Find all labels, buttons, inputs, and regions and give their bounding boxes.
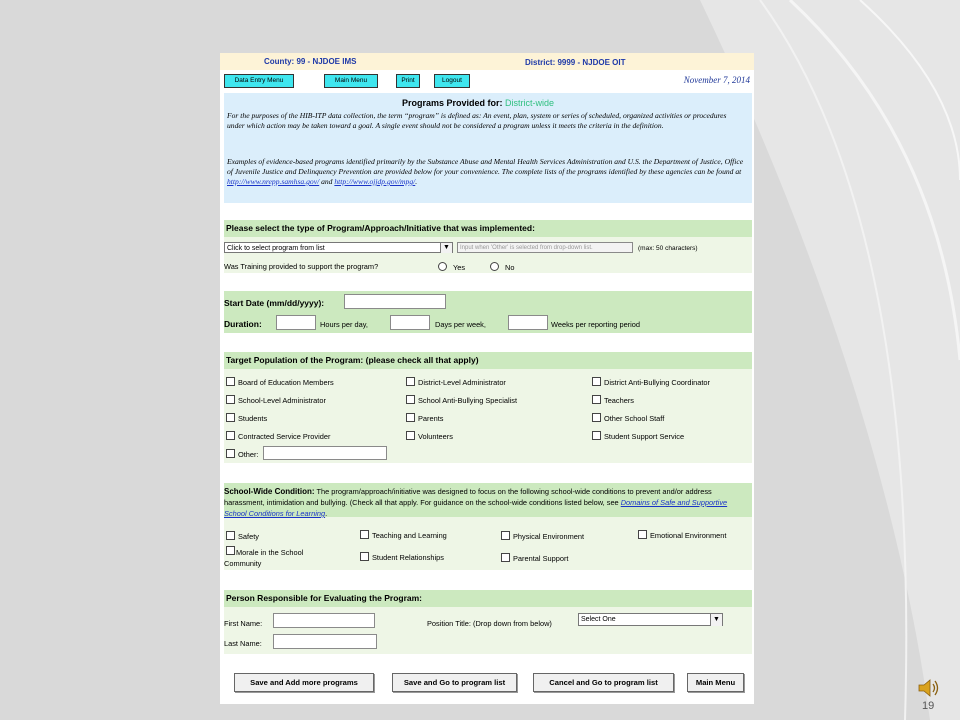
days-per-week-label: Days per week, (435, 320, 486, 329)
dates-section (224, 291, 752, 333)
target-option: Student Support Service (604, 432, 685, 441)
target-option: District-Level Administrator (418, 378, 506, 387)
current-date: November 7, 2014 (683, 75, 750, 85)
condition-checkbox[interactable] (638, 530, 647, 539)
training-no-label: No (505, 263, 515, 272)
condition-text: The program/approach/initiative was designed to focus on the following school-wide conditions to prevent and/or address harassment, intimidation and bullying. (Check all that apply. For guidance on the school-wide conditions listed below, see (224, 487, 712, 507)
chevron-down-icon: ▼ (710, 614, 722, 626)
form-screenshot (220, 53, 754, 704)
examples-body: Examples of evidence-based programs identified primarily by the Substance Abuse and Mental Health Services Administration and U.S. the Department of Justice, Office of Juvenile Justice and Delinquency Prevention are provided below for your convenience. The complete lists of the programs identified by these agencies can be found at (227, 157, 744, 176)
target-checkbox[interactable] (406, 395, 415, 404)
condition-option: Emotional Environment (650, 531, 727, 540)
program-type-heading: Please select the type of Program/Approach/Initiative that was implemented: (224, 220, 752, 237)
max-characters-note: (max: 50 characters) (638, 245, 698, 252)
target-option: School-Level Administrator (238, 396, 326, 405)
data-entry-menu-button[interactable]: Data Entry Menu (224, 74, 294, 88)
duration-label: Duration: (224, 319, 262, 329)
district-label: District: 9999 - NJDOE OIT (525, 58, 626, 67)
condition-checkbox[interactable] (360, 552, 369, 561)
first-name-label: First Name: (224, 619, 263, 628)
county-label: County: 99 - NJDOE IMS (264, 57, 357, 66)
target-option: Volunteers (418, 432, 453, 441)
target-checkbox[interactable] (226, 395, 235, 404)
condition-checkbox[interactable] (360, 530, 369, 539)
target-checkbox[interactable] (226, 377, 235, 386)
training-yes-label: Yes (453, 263, 466, 272)
intro-panel (224, 93, 752, 203)
domains-link[interactable]: Domains of Safe and Supportive School Conditions for Learning (224, 498, 728, 518)
target-option: School Anti-Bullying Specialist (418, 396, 518, 405)
condition-option: Safety (238, 532, 259, 541)
logout-button[interactable]: Logout (434, 74, 470, 88)
programs-title (402, 98, 554, 108)
condition-checkbox[interactable] (501, 553, 510, 562)
condition-option: Parental Support (513, 554, 569, 563)
program-type-value: Click to select program from list (227, 245, 325, 252)
target-checkbox[interactable] (226, 431, 235, 440)
condition-option: Physical Environment (513, 532, 585, 541)
condition-option: Teaching and Learning (372, 531, 447, 540)
person-responsible-heading: Person Responsible for Evaluating the Program: (224, 590, 752, 607)
target-population-section (224, 352, 752, 463)
target-option: Other School Staff (604, 414, 665, 423)
target-option: Contracted Service Provider (238, 432, 331, 441)
position-title-label: Position Title: (Drop down from below) (427, 619, 552, 628)
target-other-input[interactable] (263, 446, 387, 460)
condition-checkbox[interactable] (226, 531, 235, 540)
last-name-input[interactable] (273, 634, 377, 649)
target-population-heading: Target Population of the Program: (please check all that apply) (224, 352, 752, 369)
position-title-dropdown[interactable] (578, 613, 723, 626)
target-option: Teachers (604, 396, 634, 405)
target-option: Students (238, 414, 268, 423)
program-type-section (224, 220, 752, 273)
target-checkbox[interactable] (592, 395, 601, 404)
cancel-go-list-button[interactable]: Cancel and Go to program list (533, 673, 674, 692)
speaker-icon[interactable] (916, 676, 940, 700)
ojjdp-link[interactable]: http://www.ojjdp.gov/mpg/ (334, 177, 416, 186)
condition-heading: School-Wide Condition: (224, 487, 315, 496)
nrepp-link[interactable]: http://www.nrepp.samhsa.gov/ (227, 177, 320, 186)
header-bar (220, 53, 754, 70)
examples-period: . (415, 177, 418, 186)
target-checkbox[interactable] (406, 377, 415, 386)
condition-checkbox[interactable] (501, 531, 510, 540)
first-name-input[interactable] (273, 613, 375, 628)
condition-description (224, 483, 752, 517)
chevron-down-icon: ▼ (440, 243, 452, 253)
save-go-list-button[interactable]: Save and Go to program list (392, 673, 517, 692)
programs-scope: District-wide (505, 98, 555, 108)
start-date-input[interactable] (344, 294, 446, 309)
condition-period: . (325, 509, 328, 518)
program-type-dropdown[interactable] (224, 242, 453, 253)
target-option: Board of Education Members (238, 378, 334, 387)
main-menu-bottom-button[interactable]: Main Menu (687, 673, 744, 692)
target-checkbox[interactable] (226, 413, 235, 422)
hours-per-day-label: Hours per day, (320, 320, 368, 329)
save-add-more-button[interactable]: Save and Add more programs (234, 673, 374, 692)
target-option: District Anti-Bullying Coordinator (604, 378, 710, 387)
weeks-input[interactable] (508, 315, 548, 330)
main-menu-button[interactable]: Main Menu (324, 74, 378, 88)
hours-per-day-input[interactable] (276, 315, 316, 330)
target-other-checkbox[interactable] (226, 449, 235, 458)
programs-title-label: Programs Provided for: (402, 98, 506, 108)
slide-number: 19 (922, 700, 935, 712)
target-other-label: Other: (238, 450, 259, 459)
last-name-label: Last Name: (224, 639, 262, 648)
training-yes-radio[interactable] (438, 262, 447, 271)
condition-option: Student Relationships (372, 553, 444, 562)
examples-text (227, 157, 745, 187)
person-responsible-section (224, 590, 752, 654)
target-checkbox[interactable] (406, 413, 415, 422)
target-checkbox[interactable] (592, 377, 601, 386)
print-button[interactable]: Print (396, 74, 420, 88)
other-program-input[interactable]: Input when 'Other' is selected from drop-down list. (457, 242, 633, 253)
target-checkbox[interactable] (406, 431, 415, 440)
school-wide-condition-section (224, 483, 752, 570)
target-checkbox[interactable] (592, 431, 601, 440)
and-text: and (319, 177, 335, 186)
start-date-label: Start Date (mm/dd/yyyy): (224, 298, 325, 308)
days-per-week-input[interactable] (390, 315, 430, 330)
target-option: Parents (418, 414, 444, 423)
training-no-radio[interactable] (490, 262, 499, 271)
weeks-label: Weeks per reporting period (551, 320, 641, 329)
training-question: Was Training provided to support the program? (224, 262, 379, 271)
target-checkbox[interactable] (592, 413, 601, 422)
program-definition: For the purposes of the HIB-ITP data collection, the term “program” is defined as: An event, plan, system or series of scheduled, organized activities or procedures under which action may be taken toward a goal. A single event should not be considered a program unless it meets the criteria in the definition. (227, 111, 727, 130)
condition-option: Morale in the School Community (224, 548, 304, 568)
position-title-value: Select One (581, 616, 616, 623)
